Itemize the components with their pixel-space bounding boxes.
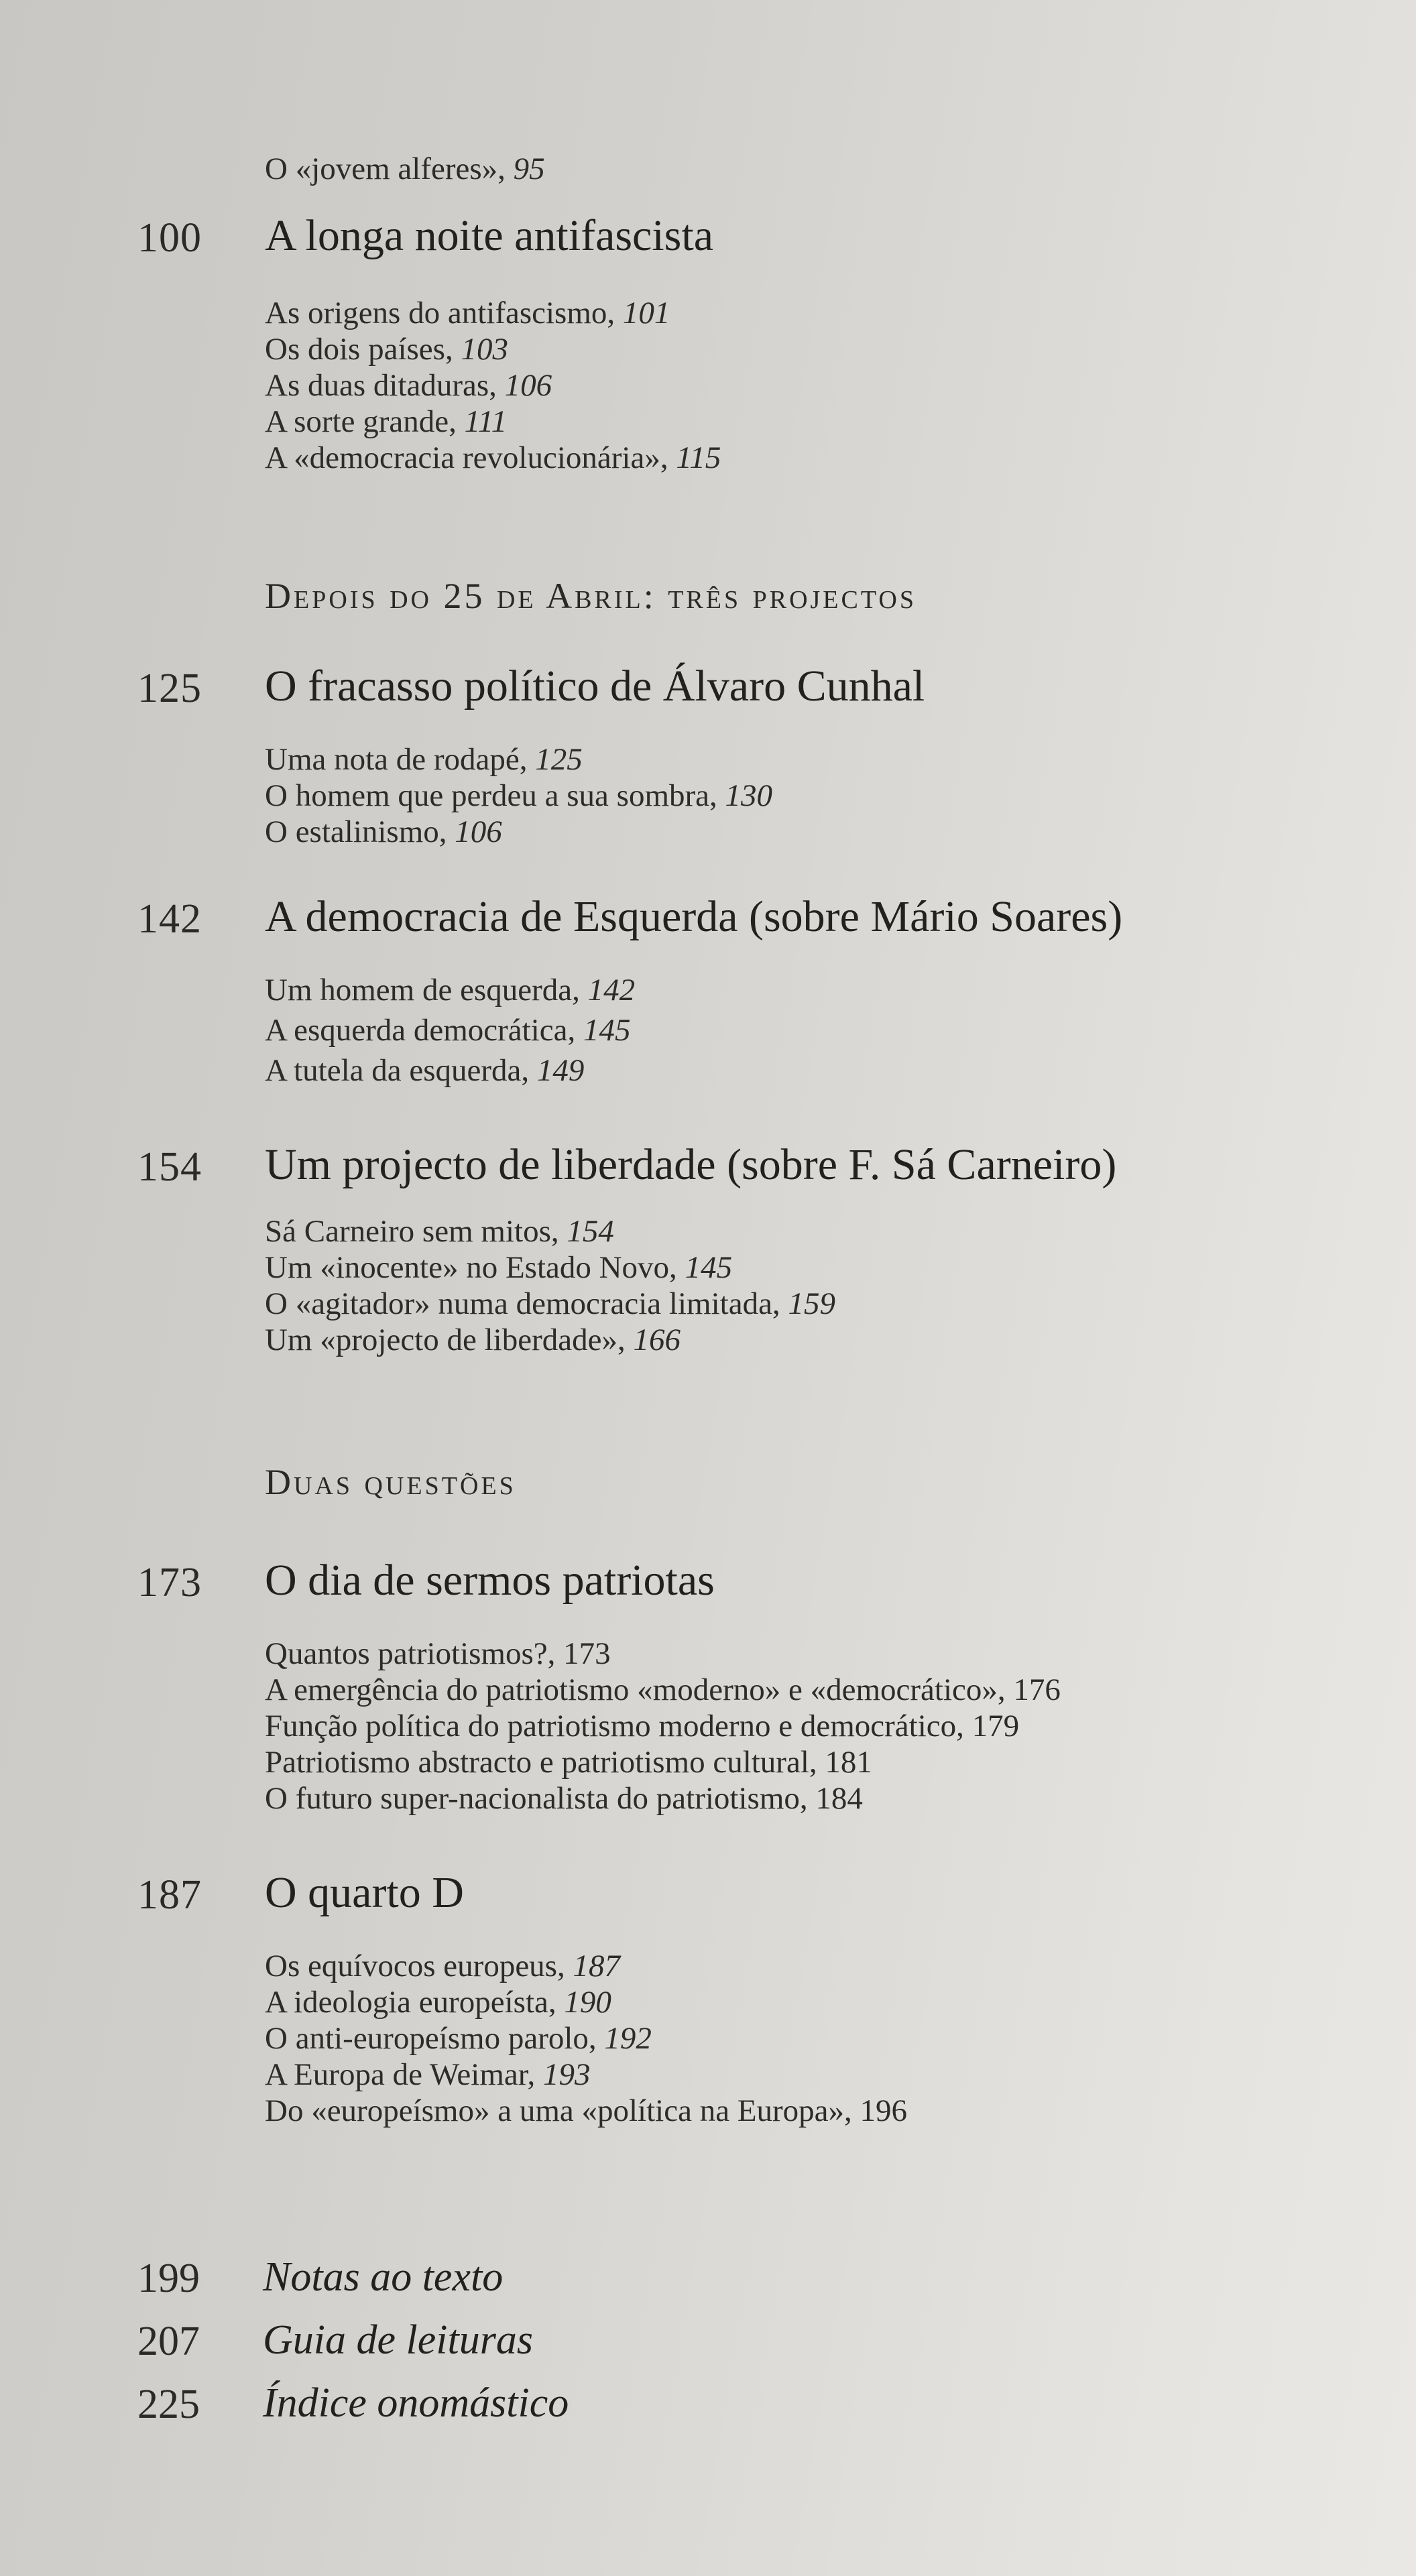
toc-entry: A tutela da esquerda, 149 bbox=[265, 1053, 585, 1088]
toc-entry: O estalinismo, 106 bbox=[265, 814, 502, 849]
chapter-title: O dia de sermos patriotas bbox=[265, 1556, 715, 1605]
toc-entry: A emergência do patriotismo «moderno» e «democrático», 176 bbox=[265, 1672, 1061, 1707]
toc-entry: Os dois países, 103 bbox=[265, 332, 508, 367]
chapter-page-number: 154 bbox=[137, 1144, 202, 1190]
backmatter-title: Guia de leituras bbox=[263, 2317, 533, 2363]
toc-entry: O anti-europeísmo parolo, 192 bbox=[265, 2021, 652, 2056]
toc-entry: Quantos patriotismos?, 173 bbox=[265, 1636, 611, 1671]
toc-entry: Um «projecto de liberdade», 166 bbox=[265, 1323, 681, 1357]
chapter-title: A longa noite antifascista bbox=[265, 211, 713, 260]
section-heading: Duas questões bbox=[265, 1462, 516, 1502]
toc-entry: Do «europeísmo» a uma «política na Europa», 196 bbox=[265, 2093, 908, 2128]
chapter-page-number: 125 bbox=[137, 666, 202, 711]
toc-entry: O «jovem alferes», 95 bbox=[265, 151, 545, 186]
backmatter-page-number: 199 bbox=[137, 2256, 200, 2301]
toc-entry: Um homem de esquerda, 142 bbox=[265, 973, 636, 1007]
chapter-page-number: 100 bbox=[137, 215, 202, 261]
chapter-title: O fracasso político de Álvaro Cunhal bbox=[265, 662, 925, 711]
toc-entry: A sorte grande, 111 bbox=[265, 404, 508, 439]
backmatter-title: Notas ao texto bbox=[263, 2254, 504, 2300]
toc-entry: O «agitador» numa democracia limitada, 159 bbox=[265, 1286, 835, 1321]
toc-entry: O futuro super-nacionalista do patriotismo, 184 bbox=[265, 1781, 863, 1816]
toc-entry: O homem que perdeu a sua sombra, 130 bbox=[265, 778, 773, 813]
chapter-title: O quarto D bbox=[265, 1868, 464, 1917]
backmatter-title: Índice onomástico bbox=[263, 2380, 569, 2426]
toc-entry: Os equívocos europeus, 187 bbox=[265, 1949, 620, 1983]
toc-entry: A «democracia revolucionária», 115 bbox=[265, 440, 721, 475]
toc-entry: Função política do patriotismo moderno e democrático, 179 bbox=[265, 1709, 1020, 1743]
chapter-page-number: 187 bbox=[137, 1872, 202, 1918]
chapter-page-number: 142 bbox=[137, 896, 202, 942]
chapter-title: Um projecto de liberdade (sobre F. Sá Carneiro) bbox=[265, 1140, 1117, 1189]
backmatter-page-number: 207 bbox=[137, 2319, 200, 2364]
toc-entry: Patriotismo abstracto e patriotismo cultural, 181 bbox=[265, 1745, 872, 1780]
chapter-title: A democracia de Esquerda (sobre Mário Soares) bbox=[265, 892, 1123, 941]
toc-entry: A esquerda democrática, 145 bbox=[265, 1013, 631, 1048]
toc-entry: Sá Carneiro sem mitos, 154 bbox=[265, 1214, 614, 1249]
toc-entry: A ideologia europeísta, 190 bbox=[265, 1985, 611, 2020]
chapter-page-number: 173 bbox=[137, 1560, 202, 1605]
toc-entry: A Europa de Weimar, 193 bbox=[265, 2057, 591, 2092]
backmatter-page-number: 225 bbox=[137, 2382, 200, 2427]
toc-entry: As duas ditaduras, 106 bbox=[265, 368, 552, 403]
section-heading: Depois do 25 de Abril: três projectos bbox=[265, 576, 917, 616]
toc-entry: Um «inocente» no Estado Novo, 145 bbox=[265, 1250, 733, 1285]
toc-entry: As origens do antifascismo, 101 bbox=[265, 296, 670, 330]
toc-entry: Uma nota de rodapé, 125 bbox=[265, 742, 583, 777]
